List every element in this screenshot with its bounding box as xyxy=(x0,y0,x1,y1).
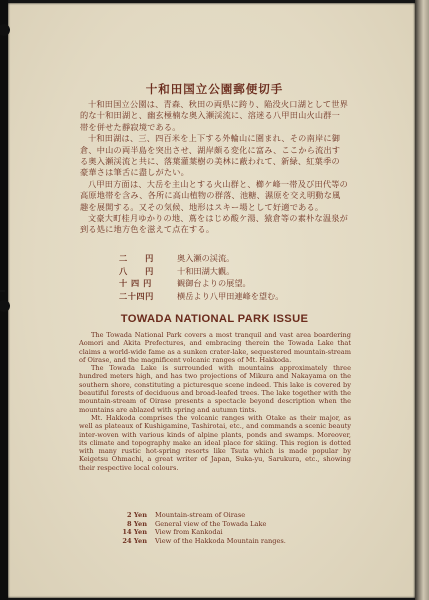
stamp-denomination: 二十四円 xyxy=(119,290,154,301)
stamp-value-row xyxy=(117,537,357,546)
stamp-denomination: 十 四 円 xyxy=(119,278,152,289)
stamp-subject: 横岳より八甲田連峰を望む。 xyxy=(177,290,284,301)
english-description xyxy=(79,331,351,472)
stamp-value-row xyxy=(119,290,359,303)
stamp-subject: View from Kankodai xyxy=(155,528,223,537)
stamp-denomination: 二 円 xyxy=(119,253,154,263)
stamp-denomination: 14 Yen xyxy=(122,528,147,537)
english-paragraph: The Towada National Park covers a most tranquil and vast area boardering Aomori and Akita Prefectures, and embracing therein the Towada Lake that claims a world-wide fame as a sunken crater-lake, sequestered mountain-stream of Oirase, and the magnificent volcanic ranges of Mt. Hakkoda. xyxy=(79,331,351,364)
english-paragraph: The Towada Lake is surrounded with mountains approximately three hundred meters high, and has two projections of Mikura and Nakayama on the southern shore, constituting a picturesque scene indeed. This lake is covered by beautiful forests of deciduous and broad-leafed trees. The lake together with the mountain-stream of Oirase presents a spectacle beyond description when the mountains are ablazed with spring and autumn tints. xyxy=(79,364,351,414)
stamp-subject: 奥入瀬の渓流。 xyxy=(177,253,235,263)
japanese-stamp-values xyxy=(119,252,359,302)
stamp-subject: 観御台よりの展望。 xyxy=(177,278,251,289)
stamp-value-row xyxy=(119,277,359,290)
stamp-value-row xyxy=(117,528,357,537)
stamp-subject: Mountain-stream of Oirase xyxy=(155,511,246,519)
stamp-subject: General view of the Towada Lake xyxy=(155,519,267,528)
fold-mark xyxy=(0,290,5,292)
english-title: TOWADA NATIONAL PARK ISSUE xyxy=(120,313,309,325)
english-paragraph: Mt. Hakkoda comprises the volcanic ranges with Otake as their major, as well as plateaux of Kushigamine, Tashirotai, etc., and commands a scenic beauty inter-woven with various kinds of alpine plants, ponds and swamps. Moreover, its climate and topography make an ideal place for skiing. This region is dotted with many rustic hot-spring resorts like Tsuta which is made popular by Keigetsu Ohmachi, a great writer of Japan, Suka-yu, Sarukura, etc., showing their respective local colours. xyxy=(79,413,351,472)
stamp-denomination: 2 Yen xyxy=(126,511,147,519)
stamp-denomination: 24 Yen xyxy=(122,536,147,545)
stamp-value-row xyxy=(119,265,359,278)
stamp-value-row xyxy=(119,252,359,265)
stamp-denomination: 八 円 xyxy=(119,265,154,276)
japanese-title: 十和田国立公園郵便切手 xyxy=(145,82,284,96)
japanese-description xyxy=(80,99,348,236)
japanese-paragraph: 十和田湖は、三、四百米を上下する外輪山に圍まれ、その南岸に御倉、中山の両半島を突出させ、湖岸頗る変化に富み、ここから流出する奥入瀬渓流と共に、落葉灌葉樹の美林に蔽われて、新緑、紅葉季の豪華さは筆舌に盡しがたい。 xyxy=(80,133,341,178)
japanese-paragraph: 文豪大町桂月ゆかりの地、蔦をはじめ酸ケ湯、猿倉等の素朴な温泉が到る処に地方色を滋えて点在する。 xyxy=(80,213,349,235)
stamp-subject: View of the Hakkoda Mountain ranges. xyxy=(155,536,286,545)
english-stamp-values xyxy=(117,511,357,545)
japanese-paragraph: 八甲田方面は、大岳を主山とする火山群と、櫛ケ峰一帯及び田代等の高原地帯を含み、各所に高山植物の群落、池糖、濕原を交え明動な風趣を展開する。又その気候、地形はスキー場として好適である。 xyxy=(80,178,349,212)
stamp-denomination: 8 Yen xyxy=(126,519,147,528)
stamp-value-row xyxy=(117,520,357,529)
japanese-paragraph: 十和田国立公園は、青森、秋田の両県に跨り、陥没火口湖として世界的な十和田湖と、幽玄極楠な奥入瀬渓流に、溶迷る八甲田山火山群一帯を併せた靜寂境である。 xyxy=(80,99,349,132)
stamp-value-row xyxy=(117,511,357,520)
stamp-subject: 十和田湖大觀。 xyxy=(177,265,235,276)
